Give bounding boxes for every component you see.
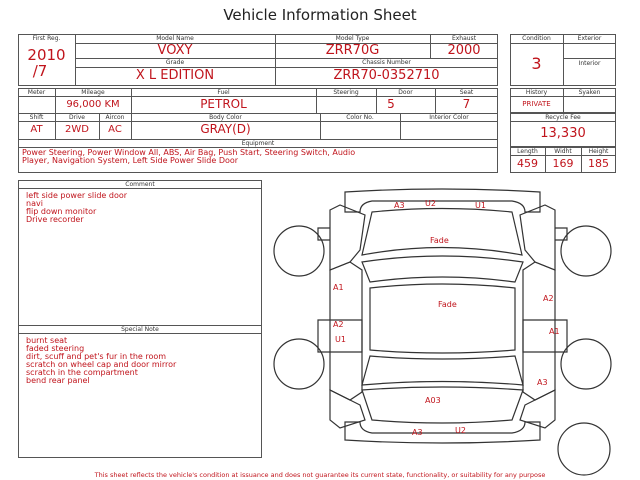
model-type-label: Model Type (335, 35, 370, 42)
model-type: ZRR70G (325, 43, 380, 58)
condition-label: Condition (522, 35, 551, 42)
steering-label: Steering (333, 89, 359, 96)
first-reg-month: /7 (32, 62, 48, 80)
comment-line: Drive recorder (26, 215, 84, 224)
special-note-line: scratch in the compartment (26, 368, 138, 377)
history-label: History (525, 89, 548, 96)
shift-value: AT (30, 124, 43, 135)
comment-line: flip down monitor (26, 207, 97, 216)
damage-mark: A1 (549, 327, 560, 336)
first-reg-label: First Reg. (32, 35, 61, 42)
color-no-label: Color No. (346, 114, 374, 121)
mileage-value: 96,000 KM (66, 99, 120, 110)
damage-mark: A1 (333, 283, 344, 292)
special-note-line: burnt seat (26, 336, 68, 345)
damage-mark: A2 (543, 294, 554, 303)
model-name: VOXY (157, 43, 193, 58)
grade-value: X L EDITION (135, 68, 215, 83)
seat-label: Seat (459, 89, 474, 96)
damage-mark: U1 (335, 335, 346, 344)
special-note-line: faded steering (26, 344, 85, 353)
left-side-body (330, 205, 365, 270)
chassis-label: Chassis Number (362, 59, 411, 66)
comment-line: left side power slide door (26, 191, 128, 200)
damage-mark: A2 (333, 320, 344, 329)
front-left-wheel (274, 226, 324, 276)
front-right-wheel (561, 226, 611, 276)
damage-mark: A3 (412, 428, 423, 437)
door-value: 5 (387, 97, 395, 111)
equipment-label: Equipment (241, 140, 275, 147)
page-title: Vehicle Information Sheet (223, 6, 417, 24)
exhaust-value: 2000 (447, 43, 481, 58)
height-label: Height (588, 148, 609, 155)
first-reg-year: 2010 (27, 46, 66, 64)
damage-mark: U2 (455, 426, 466, 435)
condition-value: 3 (531, 54, 542, 73)
meter-label: Meter (27, 89, 46, 96)
damage-mark: A3 (537, 378, 548, 387)
drive-label: Drive (69, 114, 85, 121)
hood (362, 209, 522, 256)
seat-value: 7 (462, 97, 471, 111)
interior-label: Interior (578, 60, 601, 67)
rear-bumper (345, 422, 540, 443)
comment-label: Comment (125, 181, 155, 188)
grade-label: Grade (165, 59, 185, 66)
damage-mark: Fade (438, 300, 457, 309)
drive-value: 2WD (65, 124, 89, 135)
roof (370, 284, 515, 353)
history-value: PRIVATE (522, 100, 551, 108)
rear-deck (362, 387, 523, 423)
disclaimer: This sheet reflects the vehicle's condition at issuance and does not guarantee its current state, functionality, or suitability for any purpose (94, 471, 546, 479)
width-label: Widht (554, 148, 572, 155)
special-note-line: bend rear panel (26, 376, 90, 385)
length-value: 459 (517, 157, 538, 170)
damage-mark: U2 (425, 199, 436, 208)
fuel-value: PETROL (200, 97, 247, 111)
door-label: Door (398, 89, 413, 96)
special-note-line: dirt, scuff and pet's fur in the room (26, 352, 167, 361)
damage-mark: A3 (394, 201, 405, 210)
width-value: 169 (552, 157, 574, 170)
right-side-body (520, 205, 555, 270)
damage-mark: Fade (430, 236, 449, 245)
body-color-label: Body Color (209, 114, 242, 121)
body-color-value: GRAY(D) (200, 122, 251, 136)
equipment-line-2: Player, Navigation System, Left Side Power Slide Door (22, 156, 239, 165)
special-note-line: scratch on wheel cap and door mirror (26, 360, 177, 369)
aircon-label: Aircon (105, 114, 125, 121)
mileage-label: Mileage (81, 89, 105, 96)
spare-tire (558, 423, 610, 475)
special-note-label: Special Note (121, 326, 159, 333)
recycle-fee-label: Recycle Fee (545, 114, 581, 121)
damage-mark: A03 (425, 396, 441, 405)
syaken-label: Syaken (578, 89, 601, 96)
rear-right-wheel (561, 339, 611, 389)
shift-label: Shift (29, 114, 44, 121)
height-value: 185 (588, 157, 609, 170)
exhaust-label: Exhaust (451, 35, 477, 42)
fuel-label: Fuel (217, 89, 230, 96)
model-name-label: Model Name (156, 35, 194, 42)
comment-line: navi (26, 199, 43, 208)
interior-color-label: Interior Color (429, 114, 469, 121)
chassis-value: ZRR70-0352710 (333, 68, 440, 83)
equipment-line-1: Power Steering, Power Window All, ABS, Air Bag, Push Start, Steering Switch, Audio (22, 148, 356, 157)
length-label: Length (517, 148, 538, 155)
exterior-label: Exterior (577, 35, 602, 42)
damage-mark: U1 (475, 201, 486, 210)
recycle-fee-value: 13,330 (540, 126, 586, 141)
aircon-value: AC (108, 124, 122, 135)
rear-left-wheel (274, 339, 324, 389)
rear-window (362, 356, 523, 385)
windshield (362, 256, 523, 282)
